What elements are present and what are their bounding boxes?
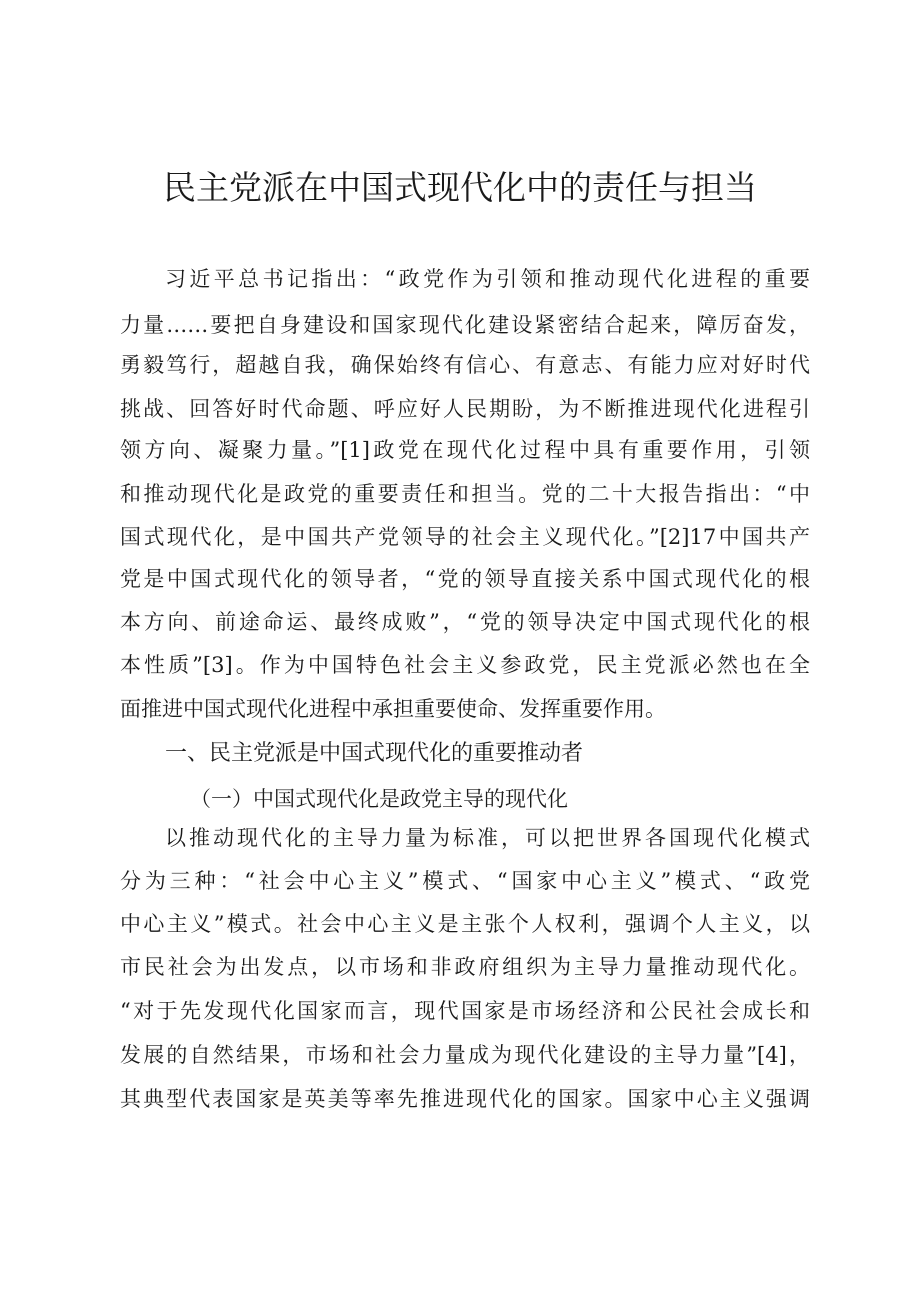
section1-line-5: “对于先发现代化国家而言，现代国家是市场经济和公民社会成长和 — [120, 999, 810, 1023]
intro-line-4: 挑战、回答好时代命题、呼应好人民期盼，为不断推进现代化进程引 — [120, 397, 810, 421]
subsection-heading-1: （一）中国式现代化是政党主导的现代化 — [190, 787, 568, 811]
intro-line-5: 领方向、凝聚力量。”[1]政党在现代化过程中具有重要作用，引领 — [120, 438, 810, 462]
intro-line-3: 勇毅笃行，超越自我，确保始终有信心、有意志、有能力应对好时代 — [120, 353, 810, 377]
section1-line-3: 中心主义”模式。社会中心主义是主张个人权利，强调个人主义，以 — [120, 912, 810, 936]
intro-line-1: 习近平总书记指出：“政党作为引领和推动现代化进程的重要 — [165, 267, 810, 291]
intro-line-9: 本方向、前途命运、最终成败”，“党的领导决定中国式现代化的根 — [120, 610, 810, 634]
section1-line-6: 发展的自然结果，市场和社会力量成为现代化建设的主导力量”[4]， — [120, 1043, 810, 1067]
section-heading-1: 一、民主党派是中国式现代化的重要推动者 — [165, 741, 584, 766]
intro-line-8: 党是中国式现代化的领导者，“党的领导直接关系中国式现代化的根 — [120, 567, 810, 591]
intro-line-10: 本性质”[3]。作为中国特色社会主义参政党，民主党派必然也在全 — [120, 653, 810, 677]
section1-line-2: 分为三种：“社会中心主义”模式、“国家中心主义”模式、“政党 — [120, 869, 810, 893]
document-title: 民主党派在中国式现代化中的责任与担当 — [163, 168, 757, 207]
section1-line-7: 其典型代表国家是英美等率先推进现代化的国家。国家中心主义强调 — [120, 1087, 810, 1111]
intro-line-6: 和推动现代化是政党的重要责任和担当。党的二十大报告指出：“中 — [120, 482, 810, 506]
section1-line-1: 以推动现代化的主导力量为标准，可以把世界各国现代化模式 — [165, 826, 810, 850]
intro-line-11: 面推进中国式现代化进程中承担重要使命、发挥重要作用。 — [120, 697, 666, 721]
intro-line-7: 国式现代化，是中国共产党领导的社会主义现代化。”[2]17中国共产 — [120, 525, 810, 549]
section1-line-4: 市民社会为出发点，以市场和非政府组织为主导力量推动现代化。 — [120, 955, 810, 979]
intro-line-2: 力量……要把自身建设和国家现代化建设紧密结合起来，障厉奋发， — [120, 313, 810, 337]
